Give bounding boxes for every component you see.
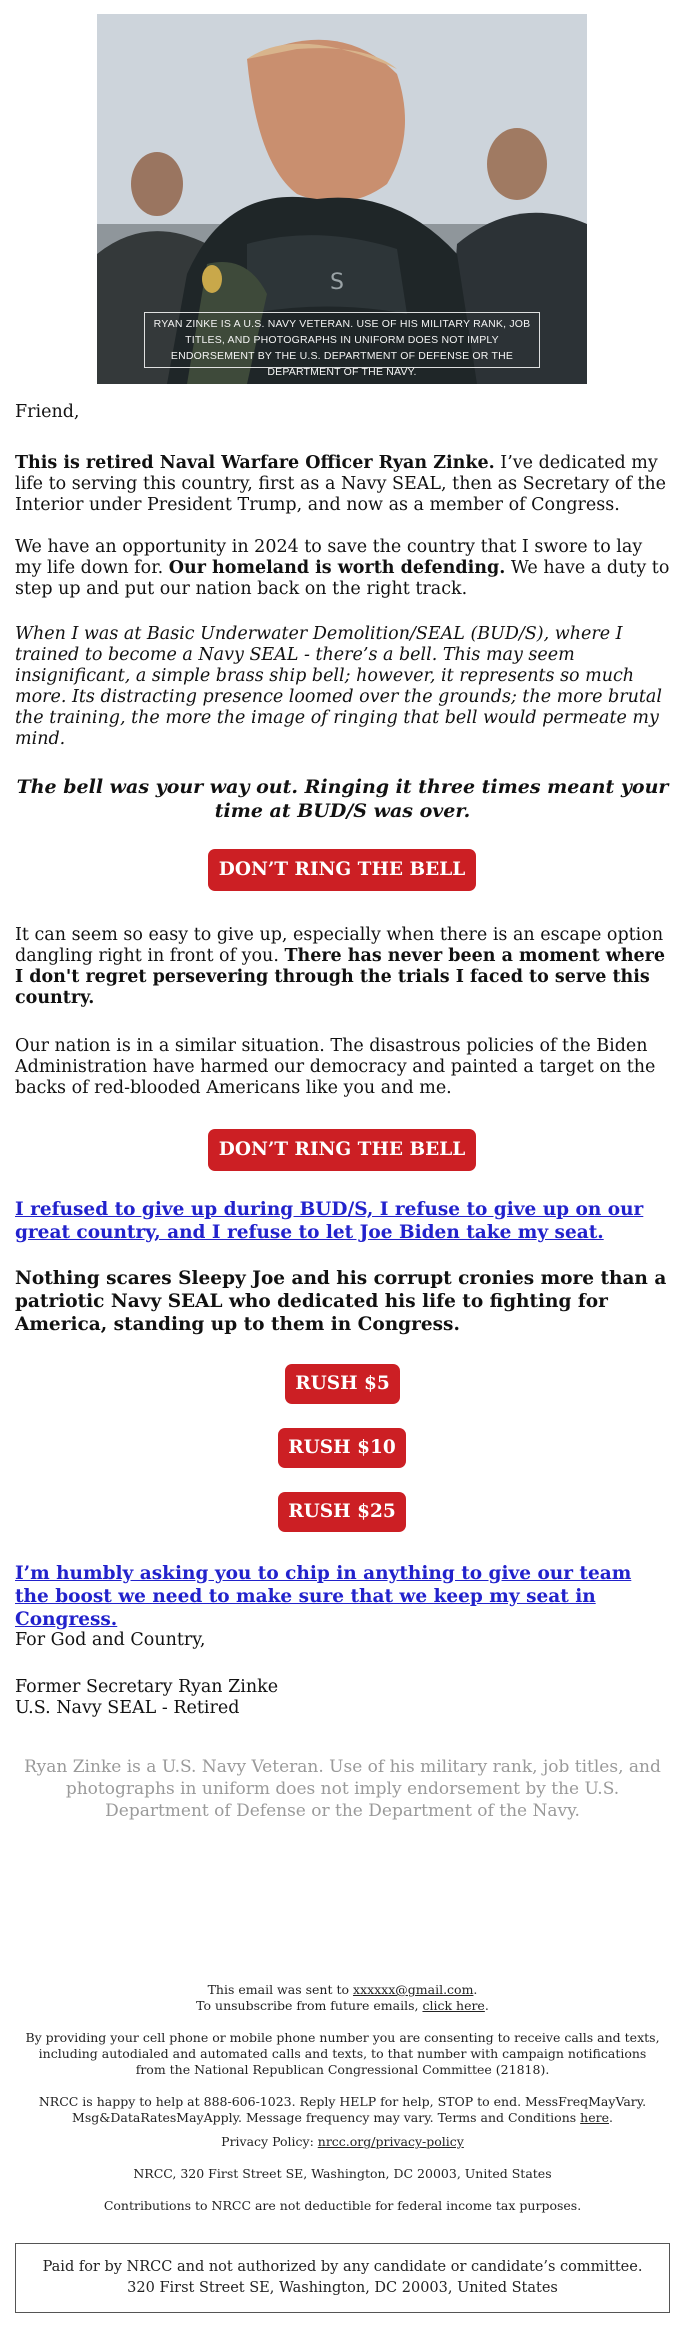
rush-5-button[interactable]: RUSH $5 [285,1364,400,1404]
intro-rest: I’ve dedicated my life to serving this country, first as a Navy SEAL, then as Secretary of the Interior under President Trump, and now as a member of Congress. [15,453,667,515]
military-disclaimer: Ryan Zinke is a U.S. Navy Veteran. Use of his military rank, job titles, and photographs in uniform does not imply endorsement by the U.S. Department of Defense or the Department of the Navy. [24,1757,661,1821]
privacy-line [15,2134,670,2150]
sent-to-prefix: This email was sent to [207,1982,353,1997]
unsubscribe-line [15,1998,670,2014]
opportunity-paragraph [15,537,670,600]
signature-name: Former Secretary Ryan Zinke [15,1677,279,1697]
terms-suffix: . [608,2110,613,2125]
intro-paragraph [15,453,670,516]
rush-25-button[interactable]: RUSH $25 [278,1492,406,1532]
opportunity-end: We have a duty to step up and put our nation back on the right track. [15,558,670,599]
bell-statement: The bell was your way out. Ringing it three times meant your time at BUD/S was over. [16,776,669,822]
unsubscribe-prefix: To unsubscribe from future emails, [196,1998,423,2013]
recipient-email: xxxxxx@gmail.com [352,1982,474,1997]
hero-photo [97,14,587,384]
hero-caption: RYAN ZINKE IS A U.S. NAVY VETERAN. USE OF HIS MILITARY RANK, JOB TITLES, AND PHOTOGRAPHS IN UNIFORM DOES NOT IMPLY ENDORSEMENT BY THE U.S. DEPARTMENT OF DEFENSE OR THE DEPARTMENT OF THE NAVY. [144,312,540,368]
chip-in-link[interactable]: I’m humbly asking you to chip in anything to give our team the boost we need to make sure that we keep my seat in Congress. [15,1563,632,1630]
opportunity-start: We have an opportunity in 2024 to save the country that I swore to lay my life down for. [15,537,643,578]
give-up-paragraph [15,925,670,1009]
paid-for-box: Paid for by NRCC and not authorized by any candidate or candidate’s committee. 320 First Street SE, Washington, DC 20003, United States [15,2243,670,2313]
sent-to-suffix: . [473,1982,478,1997]
sent-to-line [15,1982,670,1998]
contributions-notice: Contributions to NRCC are not deductible for federal income tax purposes. [103,2198,582,2213]
dont-ring-bell-button-1[interactable]: DON’T RING THE BELL [208,849,476,891]
terms-link[interactable]: here [580,2110,609,2125]
sms-help-text: NRCC is happy to help at 888-606-1023. Reply HELP for help, STOP to end. MessFreqMayVary. Msg&DataRatesMayApply. Message frequency may vary. Terms and Conditions [38,2094,647,2125]
privacy-prefix: Privacy Policy: [221,2134,318,2149]
give-up-bold: There has never been a moment where I don't regret persevering through the trials I faced to serve this country. [15,946,666,1008]
nrcc-address: NRCC, 320 First Street SE, Washington, DC 20003, United States [133,2166,552,2181]
unsubscribe-link[interactable]: click here [422,1998,485,2013]
rush-10-button[interactable]: RUSH $10 [278,1428,406,1468]
signature-title: U.S. Navy SEAL - Retired [15,1698,240,1718]
greeting: Friend, [15,402,80,422]
refuse-link[interactable]: I refused to give up during BUD/S, I refuse to give up on our great country, and I refuse to let Joe Biden take my seat. [15,1199,644,1243]
dont-ring-bell-button-2[interactable]: DON’T RING THE BELL [208,1129,476,1171]
opportunity-bold: Our homeland is worth defending. [168,558,506,578]
privacy-policy-link[interactable]: nrcc.org/privacy-policy [317,2134,464,2149]
closing-line: For God and Country, [15,1630,206,1650]
svg-text:S: S [330,270,344,295]
sms-consent: By providing your cell phone or mobile phone number you are consenting to receive calls and texts, including autodialed and automated calls and texts, to that number with campaign notifications from the National Republican Congressional Committee (21818). [25,2030,660,2077]
buds-story-paragraph: When I was at Basic Underwater Demolition/SEAL (BUD/S), where I trained to become a Navy SEAL - there’s a bell. This may seem insignificant, a simple brass ship bell; however, it represents so much more. Its distracting presence loomed over the grounds; the more brutal the training, the more the image of ringing that bell would permeate my mind. [15,624,662,749]
nation-paragraph: Our nation is in a similar situation. The disastrous policies of the Biden Administration have harmed our democracy and painted a target on the backs of red-blooded Americans like you and me. [15,1036,656,1098]
unsubscribe-suffix: . [484,1998,489,2013]
sleepy-joe-paragraph: Nothing scares Sleepy Joe and his corrupt cronies more than a patriotic Navy SEAL who dedicated his life to fighting for America, standing up to them in Congress. [15,1268,667,1335]
sms-help [15,2094,670,2126]
intro-bold: This is retired Naval Warfare Officer Ryan Zinke. [15,453,495,473]
give-up-start: It can seem so easy to give up, especially when there is an escape option dangling right in front of you. [15,925,664,966]
